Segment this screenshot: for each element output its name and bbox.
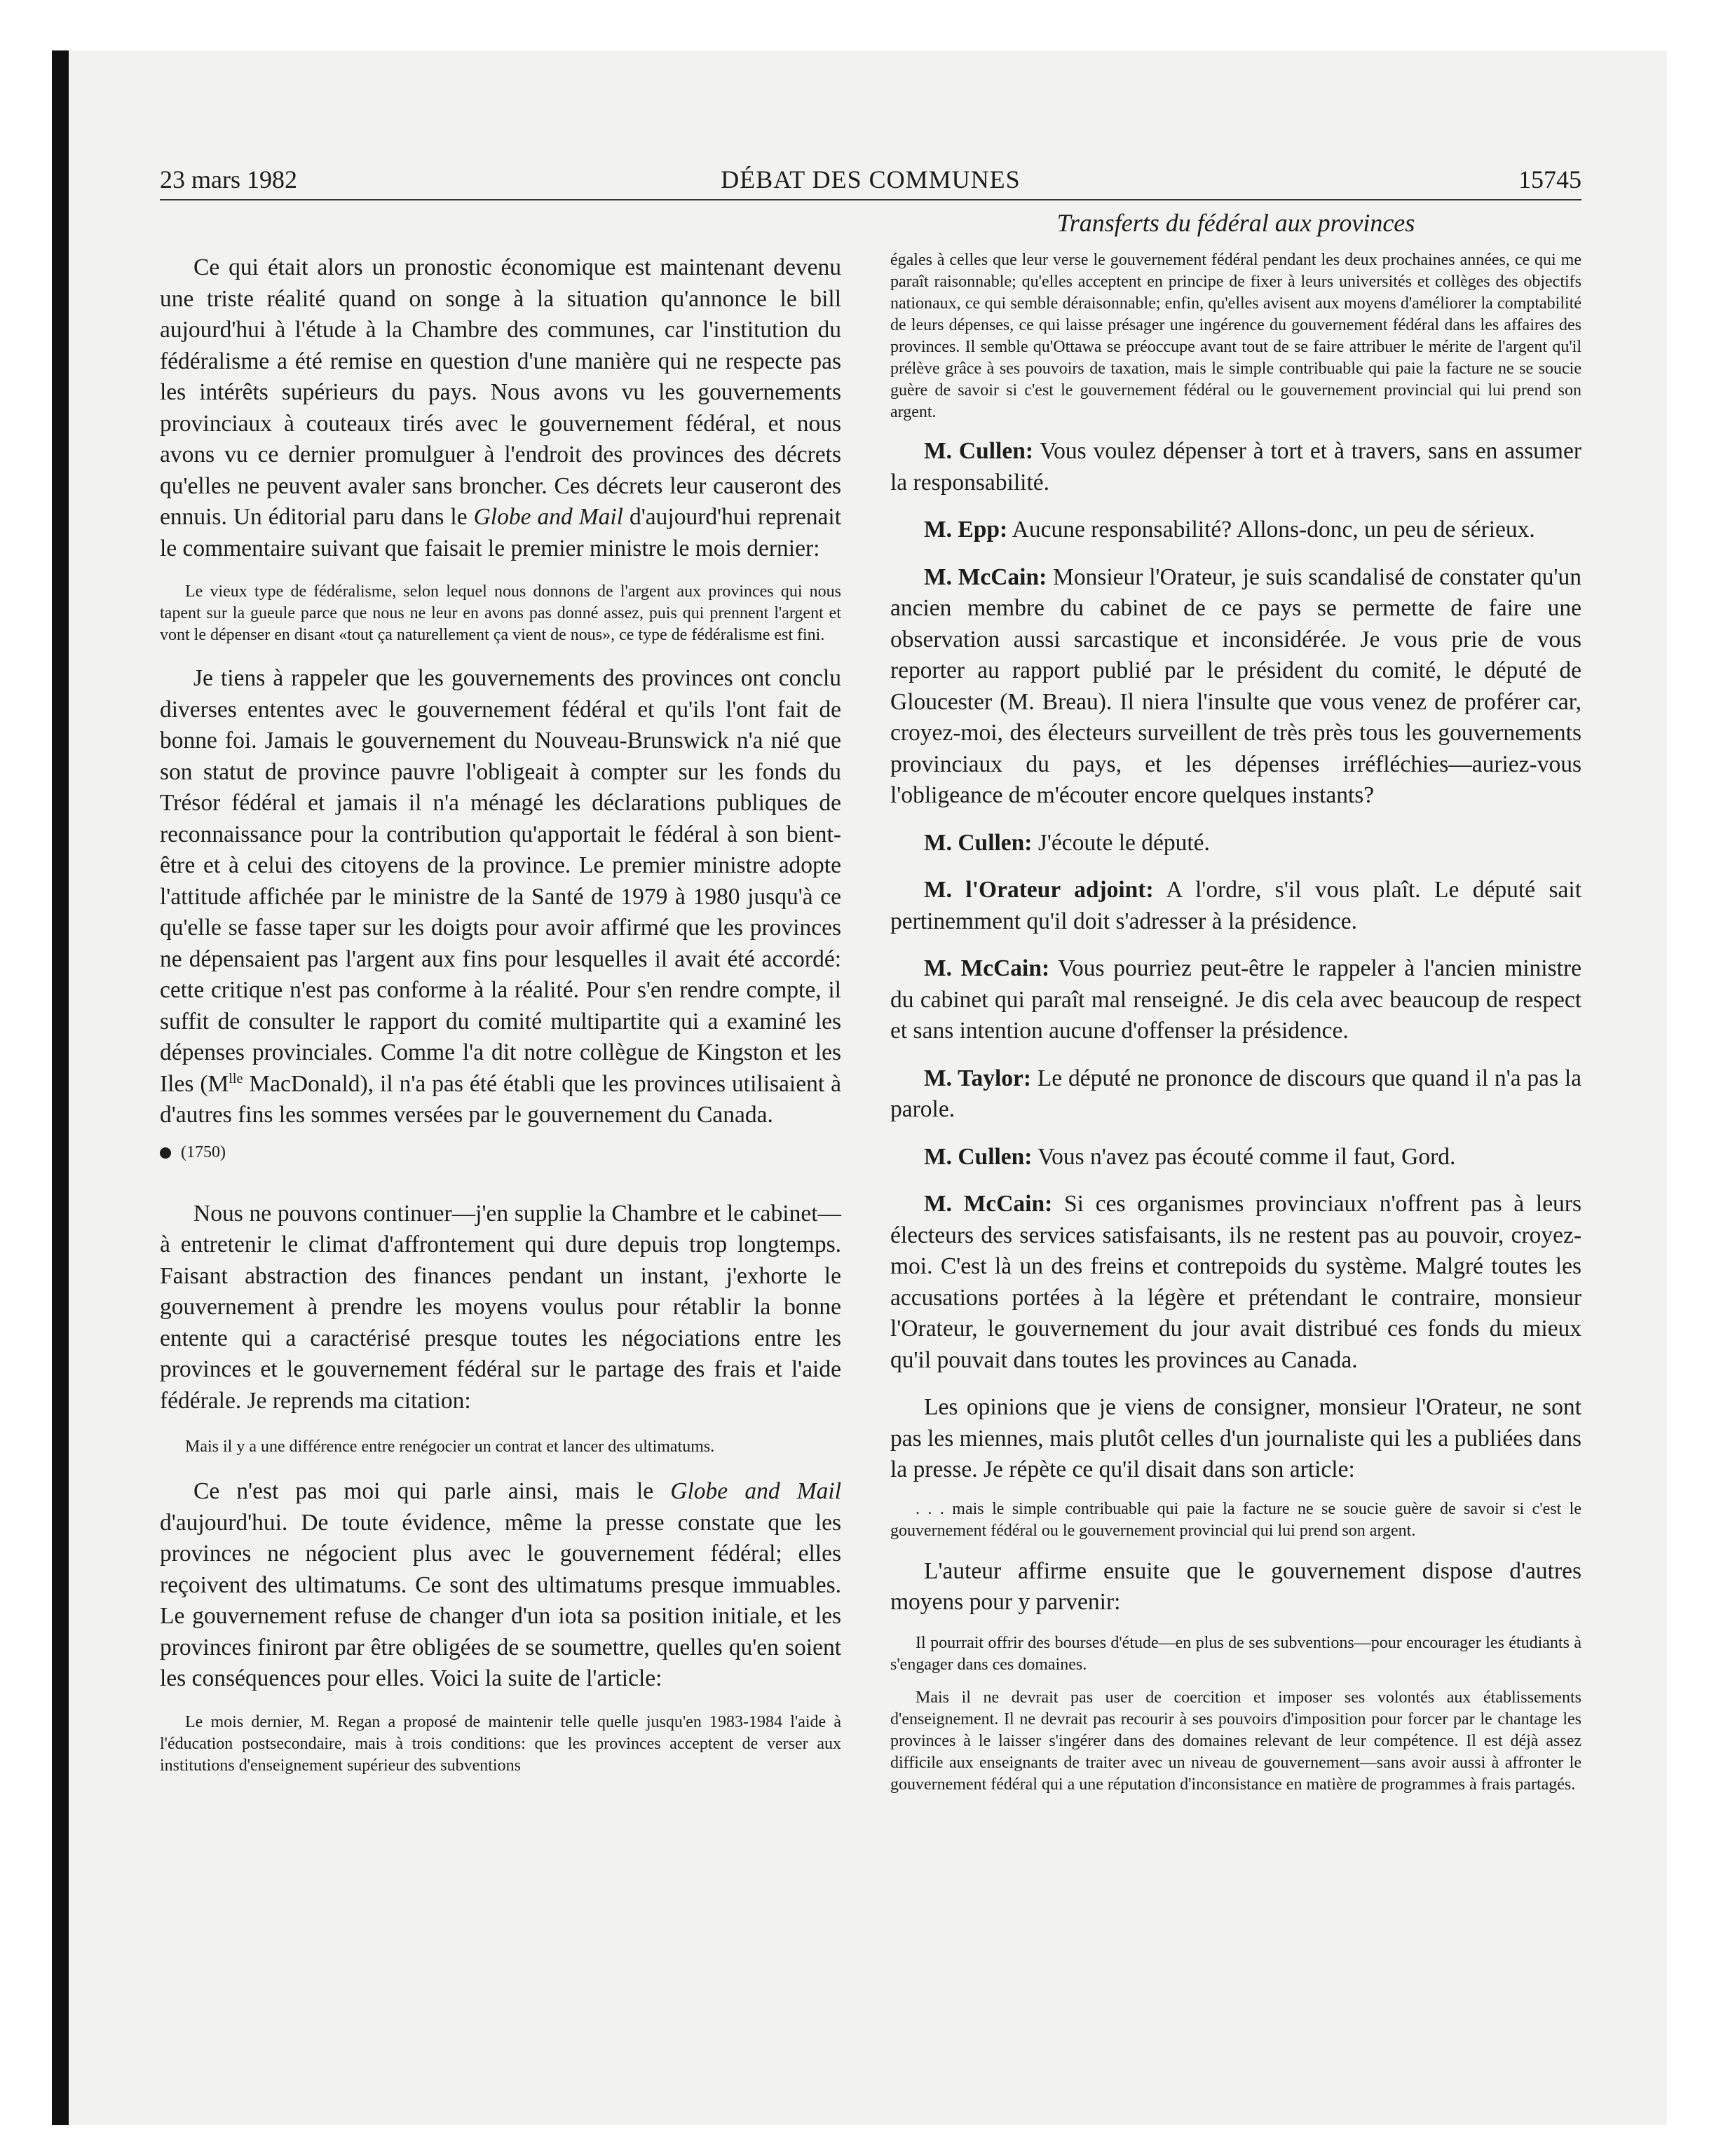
header-title: DÉBAT DES COMMUNES (721, 165, 1021, 193)
page-number: 15745 (1518, 165, 1581, 193)
paragraph: Les opinions que je viens de consigner, monsieur l'Orateur, ne sont pas les miennes, mais plutôt celles d'un journaliste qui les a publiées dans la presse. Je répète ce qu'il disait dans son article: (890, 1394, 1581, 1482)
speech (890, 953, 1581, 1047)
block-quote: Mais il ne devrait pas user de coercition et imposer ses volontés aux établissements d'enseignement. Il ne devrait pas recourir à ses pouvoirs d'imposition pour forcer par le chantage les provinces à le laisser s'ingérer dans des domaines relevant de leur compétence. Il est déjà assez difficile aux enseignants de traiter avec un niveau de gouvernement—sans avoir aussi à affronter le gouvernement fédéral qui a une réputation d'inconsistance en matière de programmes à frais partagés. (890, 1688, 1581, 1794)
timestamp: (1750) (160, 1141, 841, 1164)
paragraph: Ce qui était alors un pronostic économique est maintenant devenu une triste réalité quand on songe à la situation qu'annonce le bill aujourd'hui à l'étude à la Chambre des communes, car l'institution du fédéralisme a été remise en question d'une manière qui ne respecte pas les intérêts supérieurs du pays. Nous avons vu les gouvernements provinciaux à couteaux tirés avec le gouvernement fédéral, et nous avons vu ce dernier promulguer à l'endroit des provinces des décrets qu'elles ne peuvent avaler sans broncher. Ces décrets leur causeront des ennuis. Un éditorial paru dans le Globe and Mail d'aujourd'hui reprenait le commentaire suivant que faisait le premier ministre le mois dernier: (160, 254, 842, 561)
speech-text: A l'ordre, s'il vous plaît. Le député sait pertinemment qu'il doit s'adresser à la présidence. (890, 877, 1582, 934)
speech-text: Vous pourriez peut-être le rappeler à l'ancien ministre du cabinet qui paraît mal renseigné. Je dis cela avec beaucoup de respect et sans intention aucune d'offenser la présidence. (890, 955, 1581, 1044)
speaker-name: M. Cullen: (924, 438, 1033, 464)
left-column (160, 252, 841, 1777)
speech (890, 436, 1581, 498)
page-header (160, 160, 1581, 200)
speaker-name: M. McCain: (924, 564, 1047, 590)
speaker-name: M. Cullen: (924, 829, 1033, 856)
running-title: Transferts du fédéral aux provinces (1056, 209, 1415, 237)
right-column (890, 250, 1581, 1796)
speaker-name: M. Epp: (924, 517, 1008, 543)
speech-text: J'écoute le député. (1037, 829, 1210, 856)
paragraph: Je tiens à rappeler que les gouvernements des provinces ont conclu diverses ententes avec le gouvernement fédéral et qu'ils l'ont fait de bonne foi. Jamais le gouvernement du Nouveau-Brunswick n'a nié que son statut de province pauvre l'obligeait à compter sur les fonds du Trésor fédéral et jamais il n'a ménagé les déclarations publiques de reconnaissance pour la contribution qu'apportait le fédéral à son bient-être et à celui des citoyens de la province. Le premier ministre adopte l'attitude affichée par le ministre de la Santé de 1979 à 1980 jusqu'à ce qu'elle se fasse taper sur les doigts pour avoir affirmé que les provinces ne dépensaient pas l'argent aux fins pour lesquelles il avait été accordé: cette critique n'est pas conforme à la réalité. Pour s'en rendre compte, il suffit de consulter le rapport du comité multipartite qui a examiné les dépenses provinciales. Comme l'a dit notre collègue de Kingston et les Iles ($M^{lle}$ MacDonald), il n'a pas été établi que les provinces utilisaient à d'autres fins les sommes versées par le gouvernement du Canada. (160, 665, 841, 1128)
paragraph: L'auteur affirme ensuite que le gouvernement dispose d'autres moyens pour y parvenir: (890, 1557, 1581, 1615)
block-quote: égales à celles que leur verse le gouvernement fédéral pendant les deux prochaines années, ce qui me paraît raisonnable; qu'elles acceptent en principe de fixer à leurs universités et collèges des objectifs nationaux, ce qui semble déraisonnable; enfin, qu'elles avisent aux moyens d'améliorer la comptabilité de leurs dépenses, ce qui laisse présager une ingérence du gouvernement fédéral dans les affaires des provinces. Il semble qu'Ottawa se préoccupe avant tout de se faire attribuer le mérite de l'argent qu'il prélève grâce à ses pouvoirs de taxation, mais le simple contribuable qui paie la facture ne se soucie guère de savoir si c'est le gouvernement fédéral ou le gouvernement provincial qui lui prend son argent. (890, 251, 1581, 421)
speaker-name: M. Cullen: (924, 1143, 1033, 1170)
speech (890, 1142, 1581, 1173)
speech (890, 1189, 1581, 1376)
speech (890, 875, 1581, 937)
paragraph: Nous ne pouvons continuer—j'en supplie la Chambre et le cabinet—à entretenir le climat d'affrontement qui dure depuis trop longtemps. Faisant abstraction des finances pendant un instant, j'exhorte le gouvernement à prendre les moyens voulus pour rétablir la bonne entente qui a caractérisé presque toutes les négociations entre les provinces et le gouvernement fédéral sur le partage des frais et l'aide fédérale. Je reprends ma citation: (160, 1200, 841, 1414)
paragraph: Ce n'est pas moi qui parle ainsi, mais le Globe and Mail d'aujourd'hui. De toute évidence, même la presse constate que les provinces ne négocient plus avec le gouvernement fédéral; elles reçoivent des ultimatums. Ce sont des ultimatums presque immuables. Le gouvernement refuse de changer d'un iota sa position initiale, et les provinces finiront par être obligées de se soumettre, quelles qu'en soient les conséquences pour elles. Voici la suite de l'article: (160, 1478, 842, 1691)
speaker-name: M. Taylor: (924, 1065, 1032, 1091)
speech-text: Le député ne prononce de discours que quand il n'a pas la parole. (890, 1065, 1581, 1122)
debate-exchanges (890, 436, 1581, 1376)
bullet-icon (160, 1147, 171, 1159)
speaker-name: M. McCain: (924, 1191, 1053, 1217)
speech-text: Vous voulez dépenser à tort et à travers, sans en assumer la responsabilité. (890, 438, 1581, 496)
speech (890, 514, 1581, 546)
speech (890, 1063, 1581, 1126)
speech (890, 562, 1581, 812)
speech (890, 828, 1581, 859)
block-quote: Le vieux type de fédéralisme, selon lequel nous donnons de l'argent aux provinces qui nous tapent sur la gueule parce que nous ne leur en avons pas donné assez, puis qui prennent l'argent et vont le dépenser en disant «tout ça naturellement ça vient de nous», ce type de fédéralisme est fini. (160, 582, 841, 644)
speaker-name: M. McCain: (924, 955, 1050, 981)
block-quote: Mais il y a une différence entre renégocier un contrat et lancer des ultimatums. (185, 1438, 715, 1456)
scan-binding-edge (52, 50, 69, 2125)
block-quote: . . . mais le simple contribuable qui paie la facture ne se soucie guère de savoir si c'est le gouvernement fédéral ou le gouvernement provincial qui lui prend son argent. (890, 1499, 1581, 1540)
speech-text: Aucune responsabilité? Allons-donc, un peu de sérieux. (1012, 517, 1535, 543)
speech-text: Monsieur l'Orateur, je suis scandalisé de constater qu'un ancien membre du cabinet de ce pays se permette de faire une observation aussi sarcastique et inconsidérée. Je vous prie de vous reporter au rapport publié par le président du comité, le député de Gloucester (M. Breau). Il niera l'insulte que vous venez de proférer car, croyez-moi, des électeurs surveillent de très près tous les gouvernements provinciaux du pays, et les dépenses irréfléchies—auriez-vous l'obligeance de m'écouter encore quelques instants? (890, 564, 1581, 808)
speech-text: Si ces organismes provinciaux n'offrent pas à leurs électeurs des services satisfaisants, ils ne restent pas au pouvoir, croyez-moi. C'est là un des freins et contrepoids du système. Malgré toutes les accusations portées à la légère et prétendant le contraire, monsieur l'Orateur, le gouvernement du jour avait distribué ces fonds du mieux qu'il pouvait dans toutes les provinces au Canada. (890, 1191, 1581, 1373)
block-quote: Il pourrait offrir des bourses d'étude—en plus de ses subventions—pour encourager les étudiants à s'engager dans ces domaines. (890, 1633, 1581, 1674)
header-date: 23 mars 1982 (160, 165, 297, 193)
block-quote: Le mois dernier, M. Regan a proposé de maintenir telle quelle jusqu'en 1983-1984 l'aide à l'éducation postsecondaire, mais à trois conditions: que les provinces acceptent de verser aux institutions d'enseignement supérieur des subventions (160, 1712, 841, 1775)
speech-text: Vous n'avez pas écouté comme il faut, Gord. (1037, 1143, 1456, 1170)
speaker-name: M. l'Orateur adjoint: (924, 877, 1154, 903)
